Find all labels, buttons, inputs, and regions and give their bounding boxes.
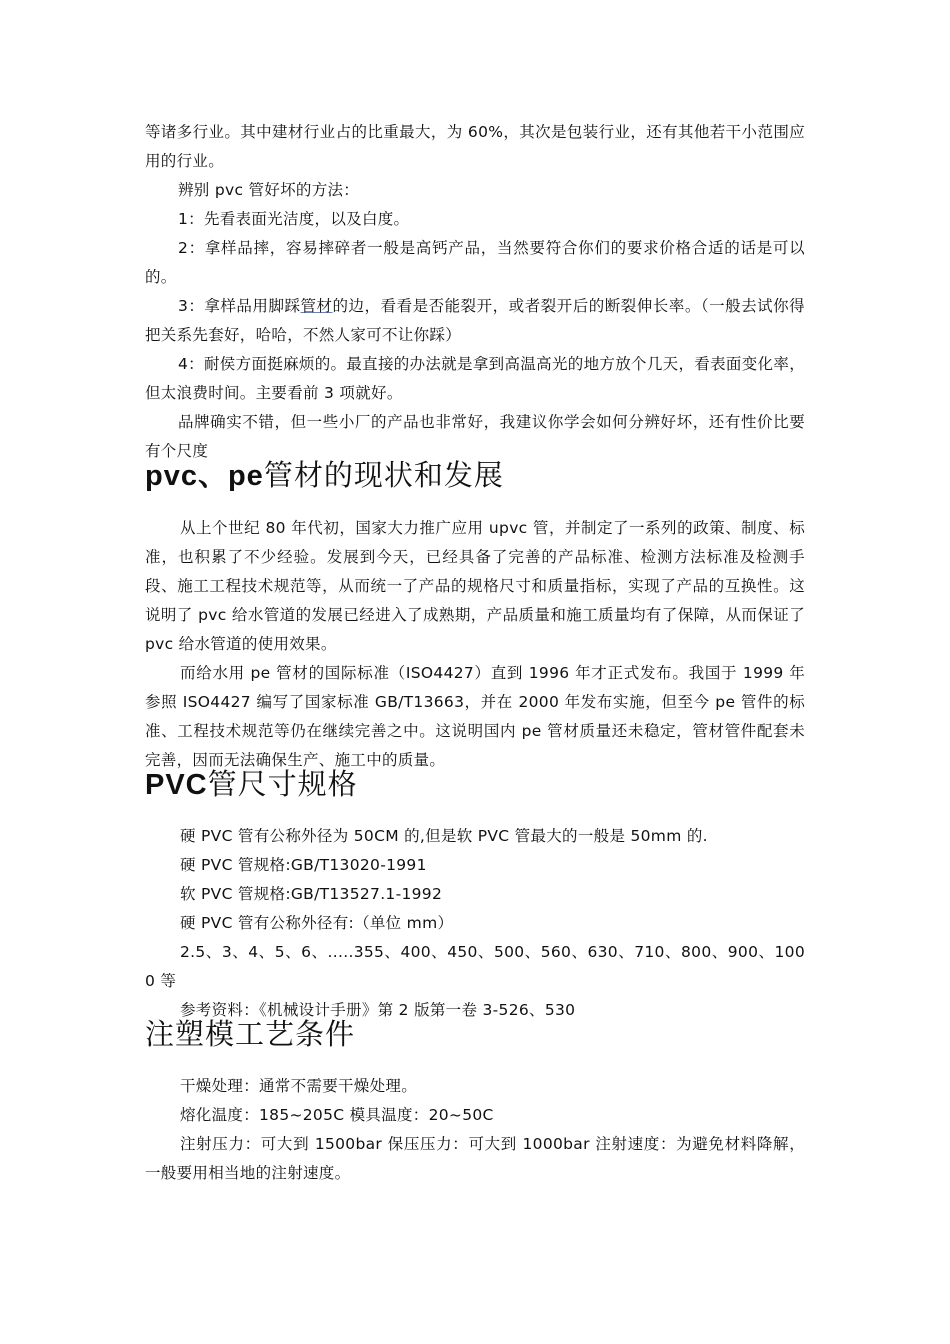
pipe-material-link[interactable]: 管材 bbox=[300, 297, 333, 315]
size-line-1: 硬 PVC 管有公称外径为 50CM 的,但是软 PVC 管最大的一般是 50mm 的. bbox=[180, 827, 708, 845]
status-heading bbox=[145, 457, 805, 494]
status-paragraph-2: 而给水用 pe 管材的国际标准（ISO4427）直到 1996 年才正式发布。我国于 1999 年参照 ISO4427 编写了国家标准 GB/T13663，并在 2000 年发布实施，但至今 pe 管件的标准、工程技术规范等仍在继续完善之中。这说明国内 pe 管材质量还未稳定，管材管件配套未完善，因而无法确保生产、施工中的质量。 bbox=[145, 664, 805, 769]
injection-heading: 注塑模工艺条件 bbox=[145, 1017, 356, 1051]
size-line-4: 硬 PVC 管有公称外径有:（单位 mm） bbox=[180, 914, 454, 932]
method-item-3-after: 的边，看看是否能裂开，或者裂开后的断裂伸长率。（一般去试你得把关系先套好，哈哈，不然人家可不让你踩） bbox=[145, 297, 805, 344]
method-item-3-before: 3：拿样品用脚踩 bbox=[178, 297, 301, 315]
size-reference: 参考资料：《机械设计手册》第 2 版第一卷 3-526、530 bbox=[180, 1001, 576, 1019]
size-line-2: 硬 PVC 管规格:GB/T13020-1991 bbox=[180, 856, 427, 874]
injection-line-1: 干燥处理：通常不需要干燥处理。 bbox=[180, 1077, 418, 1095]
brand-paragraph: 品牌确实不错，但一些小厂的产品也非常好，我建议你学会如何分辨好坏，还有性价比要有个尺度 bbox=[145, 413, 805, 460]
status-paragraph-1: 从上个世纪 80 年代初，国家大力推广应用 upvc 管，并制定了一系列的政策、制度、标准，也积累了不少经验。发展到今天，已经具备了完善的产品标准、检测方法标准及检测手段、施工工程技术规范等，从而统一了产品的规格尺寸和质量指标，实现了产品的互换性。这说明了 pvc 给水管道的发展已经进入了成熟期，产品质量和施工质量均有了保障，从而保证了 pvc 给水管道的使用效果。 bbox=[145, 519, 805, 653]
size-heading-cn: 管尺寸规格 bbox=[207, 767, 358, 801]
size-line-3: 软 PVC 管规格:GB/T13527.1-1992 bbox=[180, 885, 443, 903]
injection-line-3: 注射压力：可大到 1500bar 保压压力：可大到 1000bar 注射速度：为避免材料降解，一般要用相当地的注射速度。 bbox=[145, 1135, 805, 1182]
size-line-5: 2.5、3、4、5、6、.....355、400、450、500、560、630、710、800、900、1000 等 bbox=[145, 943, 805, 990]
injection-section bbox=[145, 1072, 805, 1188]
method-item-1: 1：先看表面光洁度，以及白度。 bbox=[178, 210, 410, 228]
injection-line-2: 熔化温度：185~205C 模具温度：20~50C bbox=[180, 1106, 494, 1124]
intro-section bbox=[145, 118, 805, 466]
status-section bbox=[145, 514, 805, 775]
size-heading-latin: PVC bbox=[145, 769, 208, 801]
size-section bbox=[145, 822, 805, 1025]
method-item-2: 2：拿样品摔，容易摔碎者一般是高钙产品，当然要符合你们的要求价格合适的话是可以的。 bbox=[145, 239, 805, 286]
method-title: 辨别 pvc 管好坏的方法： bbox=[178, 181, 360, 199]
intro-paragraph: 等诸多行业。其中建材行业占的比重最大，为 60%，其次是包装行业，还有其他若干小范围应用的行业。 bbox=[145, 123, 805, 170]
size-heading bbox=[145, 766, 805, 803]
method-item-3 bbox=[145, 292, 805, 350]
method-item-4: 4：耐侯方面挺麻烦的。最直接的办法就是拿到高温高光的地方放个几天，看表面变化率，但太浪费时间。主要看前 3 项就好。 bbox=[145, 355, 805, 402]
status-heading-latin: pvc、pe bbox=[145, 460, 264, 492]
status-heading-cn: 管材的现状和发展 bbox=[263, 458, 504, 492]
